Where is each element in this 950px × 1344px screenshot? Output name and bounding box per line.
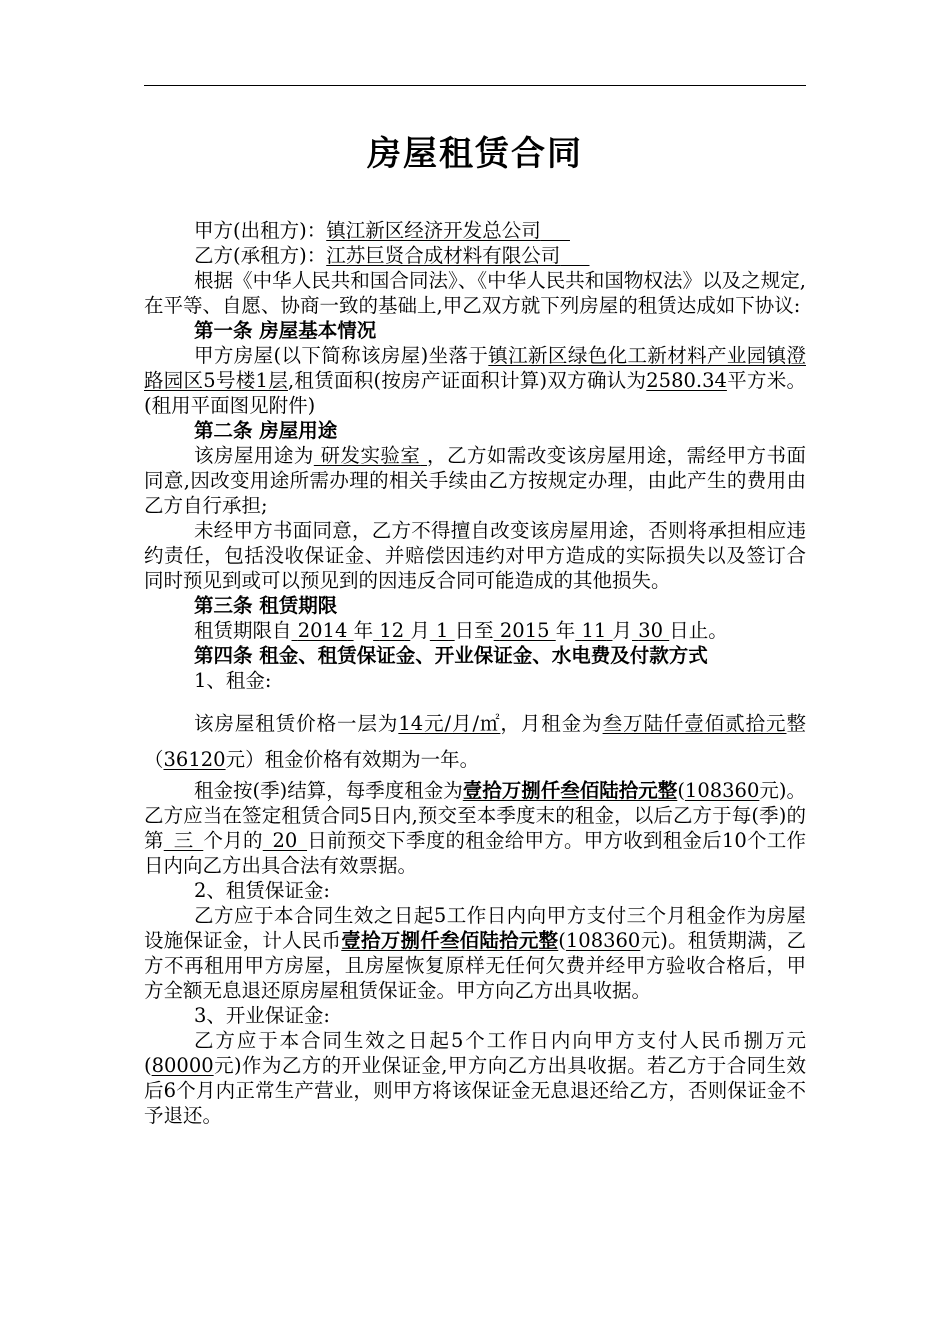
monthly-rent-amount: 36120 bbox=[163, 748, 226, 771]
rent-text: 该房屋租赁价格一层为14元/月/㎡，月租金为叁万陆仟壹佰贰拾元整（36120元）租金价格有效期为一年。 bbox=[144, 712, 806, 771]
property-location: 镇江新区绿色化工新材料产业园镇澄路园区5号楼1层 bbox=[144, 344, 806, 392]
rent-payment-text: 租金按(季)结算，每季度租金为壹拾万捌仟叁佰陆拾元整(108360元)。乙方应当在签定租赁合同5日内,预交至本季度末的租金，以后乙方于每(季)的第 三 个月的 20 日前预交下季度的租金给甲方。甲方收到租金后10个工作日内向乙方出具合法有效票据。 bbox=[144, 779, 806, 877]
article1-text: 甲方房屋(以下简称该房屋)坐落于镇江新区绿色化工新材料产业园镇澄路园区5号楼1层,租赁面积(按房产证面积计算)双方确认为2580.34平方米。(租用平面图见附件) bbox=[144, 344, 806, 417]
opening-deposit-amount: 80000 bbox=[151, 1054, 214, 1077]
end-year: 2015 bbox=[499, 619, 550, 642]
payment-day: 20 bbox=[272, 829, 298, 852]
party-b-label: 乙方(承租方)： bbox=[194, 244, 327, 267]
deposit-amount-words: 壹拾万捌仟叁佰陆拾元整 bbox=[341, 929, 559, 952]
property-purpose: 研发实验室 bbox=[320, 444, 421, 467]
article4-heading: 第四条 租金、租赁保证金、开业保证金、水电费及付款方式 bbox=[194, 644, 708, 667]
deposit-label: 2、租赁保证金: bbox=[194, 879, 330, 902]
preamble: 根据《中华人民共和国合同法》、《中华人民共和国物权法》以及之规定,在平等、自愿、协商一致的基础上,甲乙双方就下列房屋的租赁达成如下协议: bbox=[144, 269, 806, 317]
opening-deposit-label: 3、开业保证金: bbox=[194, 1004, 330, 1027]
start-year: 2014 bbox=[297, 619, 348, 642]
article1-heading: 第一条 房屋基本情况 bbox=[194, 319, 377, 342]
article3-heading: 第三条 租赁期限 bbox=[194, 594, 338, 617]
end-day: 30 bbox=[638, 619, 664, 642]
party-b-name: 江苏巨贤合成材料有限公司 bbox=[326, 244, 561, 267]
article2-text: 该房屋用途为 研发实验室 ，乙方如需改变该房屋用途，需经甲方书面同意,因改变用途所需办理的相关手续由乙方按规定办理，由此产生的费用由乙方自行承担; bbox=[144, 444, 806, 517]
deposit-text: 乙方应于本合同生效之日起5工作日内向甲方支付三个月租金作为房屋设施保证金，计人民币壹拾万捌仟叁佰陆拾元整(108360元)。租赁期满，乙方不再租用甲方房屋，且房屋恢复原样无任何欠费并经甲方验收合格后，甲方全额无息退还原房屋租赁保证金。甲方向乙方出具收据。 bbox=[144, 904, 806, 1002]
rent-label: 1、租金: bbox=[194, 669, 272, 692]
party-a-name: 镇江新区经济开发总公司 bbox=[326, 219, 541, 242]
quarterly-rent-amount: 108360 bbox=[684, 779, 760, 802]
start-day: 1 bbox=[436, 619, 449, 642]
party-a-label: 甲方(出租方)： bbox=[194, 219, 327, 242]
document-title: 房屋租赁合同 bbox=[367, 134, 583, 174]
contract-body bbox=[144, 218, 806, 1128]
party-b-line bbox=[144, 243, 806, 268]
quarterly-rent-words: 壹拾万捌仟叁佰陆拾元整 bbox=[462, 779, 678, 802]
lease-term: 租赁期限自 2014 年 12 月 1 日至 2015 年 11 月 30 日止。 bbox=[194, 619, 728, 642]
rental-area: 2580.34 bbox=[646, 369, 727, 392]
opening-deposit-text: 乙方应于本合同生效之日起5个工作日内向甲方支付人民币捌万元(80000元)作为乙方的开业保证金,甲方向乙方出具收据。若乙方于合同生效后6个月内正常生产营业，则甲方将该保证金无息退还给乙方，否则保证金不予退还。 bbox=[144, 1029, 806, 1127]
start-month: 12 bbox=[379, 619, 405, 642]
monthly-rent-words: 叁万陆仟壹佰贰拾元 bbox=[602, 712, 787, 735]
rent-price: 14元/月/㎡ bbox=[398, 712, 501, 735]
article2-heading: 第二条 房屋用途 bbox=[194, 419, 338, 442]
article2-para2: 未经甲方书面同意，乙方不得擅自改变该房屋用途，否则将承担相应违约责任，包括没收保证金、并赔偿因违约对甲方造成的实际损失以及签订合同时预见到或可以预见到的因违反合同可能造成的其他损失。 bbox=[144, 519, 806, 592]
header-rule bbox=[144, 85, 806, 86]
end-month: 11 bbox=[581, 619, 607, 642]
deposit-amount: 108360 bbox=[565, 929, 641, 952]
party-a-line bbox=[144, 218, 806, 243]
payment-month: 三 bbox=[173, 829, 194, 852]
